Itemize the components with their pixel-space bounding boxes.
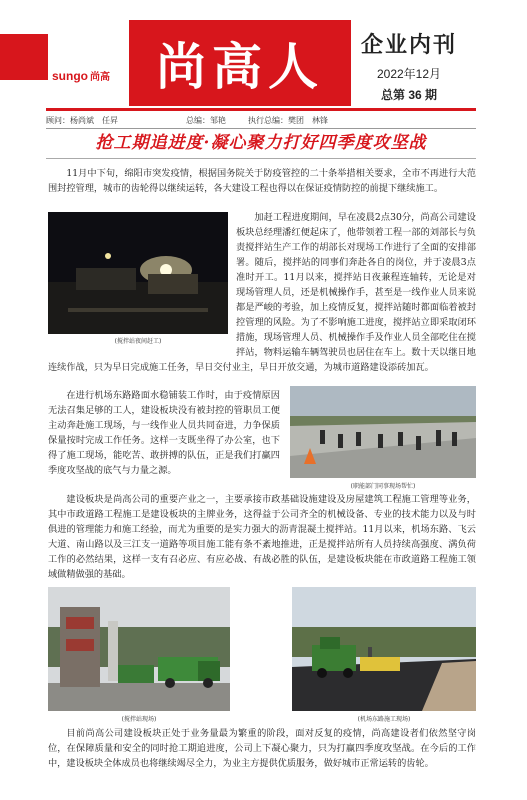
article-paragraph-1: 11月中下旬，绵阳市突发疫情，根据国务院关于防疫管控的二十条举措相关要求，全市不再进行大范围封控管理，城市的齿轮得以继续运转，各大建设工程也得以在保证疫情防控的前提下继续施工。 — [48, 168, 476, 194]
issue-date: 2022年12月 — [376, 67, 442, 81]
brand-red-block — [0, 34, 48, 80]
masthead-title: 尚高人 — [156, 38, 324, 96]
staff-chief-editor: 总编：邹艳 — [186, 115, 226, 125]
photo-road-paving — [292, 587, 476, 711]
article-paragraph-4: 建设板块是尚高公司的重要产业之一，主要承接市政基础设施建设及房屋建筑工程施工管理等业务，其中市政道路工程施工是建设板块的主牌业务，这得益于公司齐全的机械设备、专业的技术能力以及与时俱进的管理能力和施工经验，而尤为重要的是实力强大的沥青混凝土搅拌站。11月以来，机场东路、飞云大道、南山路以及三江支一道路等项目施工能有条不紊地推进，正是搅拌站所有人员持续高强度、满负荷工作的必然结果，这样一支有召必应、有应必战、有战必胜的队伍，是建设板块能在市政道路工程施工领域做精做强的基础。 — [48, 494, 476, 580]
issue-info — [354, 20, 464, 106]
article-paragraph-3: 在进行机场东路路面水稳铺装工作时，由于疫情原因无法召集足够的工人，建设板块没有被封控的管职员工便主动奔赴施工现场，与一线作业人员共同奋进，力争保质保量按时完成工作任务。这样一支既坐得了办公室，也下得了施工现场，能吃苦、敢拼搏的队伍，正是我们打赢四季度攻坚战的底气与力量之源。 — [48, 390, 280, 476]
caption-photo-1: (搅拌站夜间赶工) — [114, 338, 162, 345]
issue-number: 总第 36 期 — [380, 88, 438, 102]
caption-photo-2: (职能部门同事现场帮忙) — [350, 483, 416, 490]
article-title: 抢工期追进度·凝心聚力打好四季度攻坚战 — [95, 133, 427, 153]
brand-logo — [52, 68, 110, 83]
staff-advisors: 顾问：杨尚斌 任昇 — [46, 115, 118, 125]
publication-type: 企业内刊 — [360, 32, 457, 58]
article-paragraph-5: 目前尚高公司建设板块正处于业务量最为繁重的阶段，面对反复的疫情，尚高建设者们依然坚守岗位，在保障质量和安全的同时抢工期追进度，公司上下凝心聚力，只为打赢四季度攻坚战。在今后的工作中，建设板块全体成员也将继续竭尽全力，为业主方提供优质服务，做好城市正常运转的齿轮。 — [48, 728, 476, 769]
article-paragraph-2-text: 加赶工程进度期间，早在凌晨2点30分，尚高公司建设板块总经理潘红便起床了，他带领着工程一部的刘部长与负责搅拌站生产工作的胡部长对现场工作进行了全面的安排部署。随后，搅拌站的同事们奔赴各自的岗位，并于凌晨3点准时开工。11月以来，搅拌站日夜兼程连轴转，无论是对现场管理人员，还是机械操作手，甚至是一线作业人员来说都是严峻的考验，加上疫情反复，搅拌站随时都面临着被封控管理的风险。为了不影响施工进度，搅拌站立即采取闭环措施，现场管理人员、机械操作手及作业人员全部吃住在搅拌站，物料运输车辆驾驶员也居住在车上。数十天以继日地连续作战，只为早日完成施工任务，早日交付业主，早日开放交通，为城市道路建设添砖加瓦。 — [48, 212, 476, 373]
header-divider — [46, 108, 476, 111]
photo-mixing-plant — [48, 587, 230, 711]
brand-name: sungo — [52, 69, 88, 83]
caption-photo-3: (搅拌站现场) — [121, 716, 157, 723]
article-paragraph-2 — [48, 210, 476, 375]
caption-photo-4: (机场东路施工现场) — [357, 716, 411, 723]
title-rule — [46, 158, 476, 159]
brand-sub: 尚高 — [90, 72, 110, 83]
staff-line — [46, 112, 476, 129]
staff-exec-editors: 执行总编：樊团 林锋 — [248, 115, 328, 125]
photo-1-float-space — [48, 210, 236, 350]
photo-staff-helping — [290, 386, 476, 478]
